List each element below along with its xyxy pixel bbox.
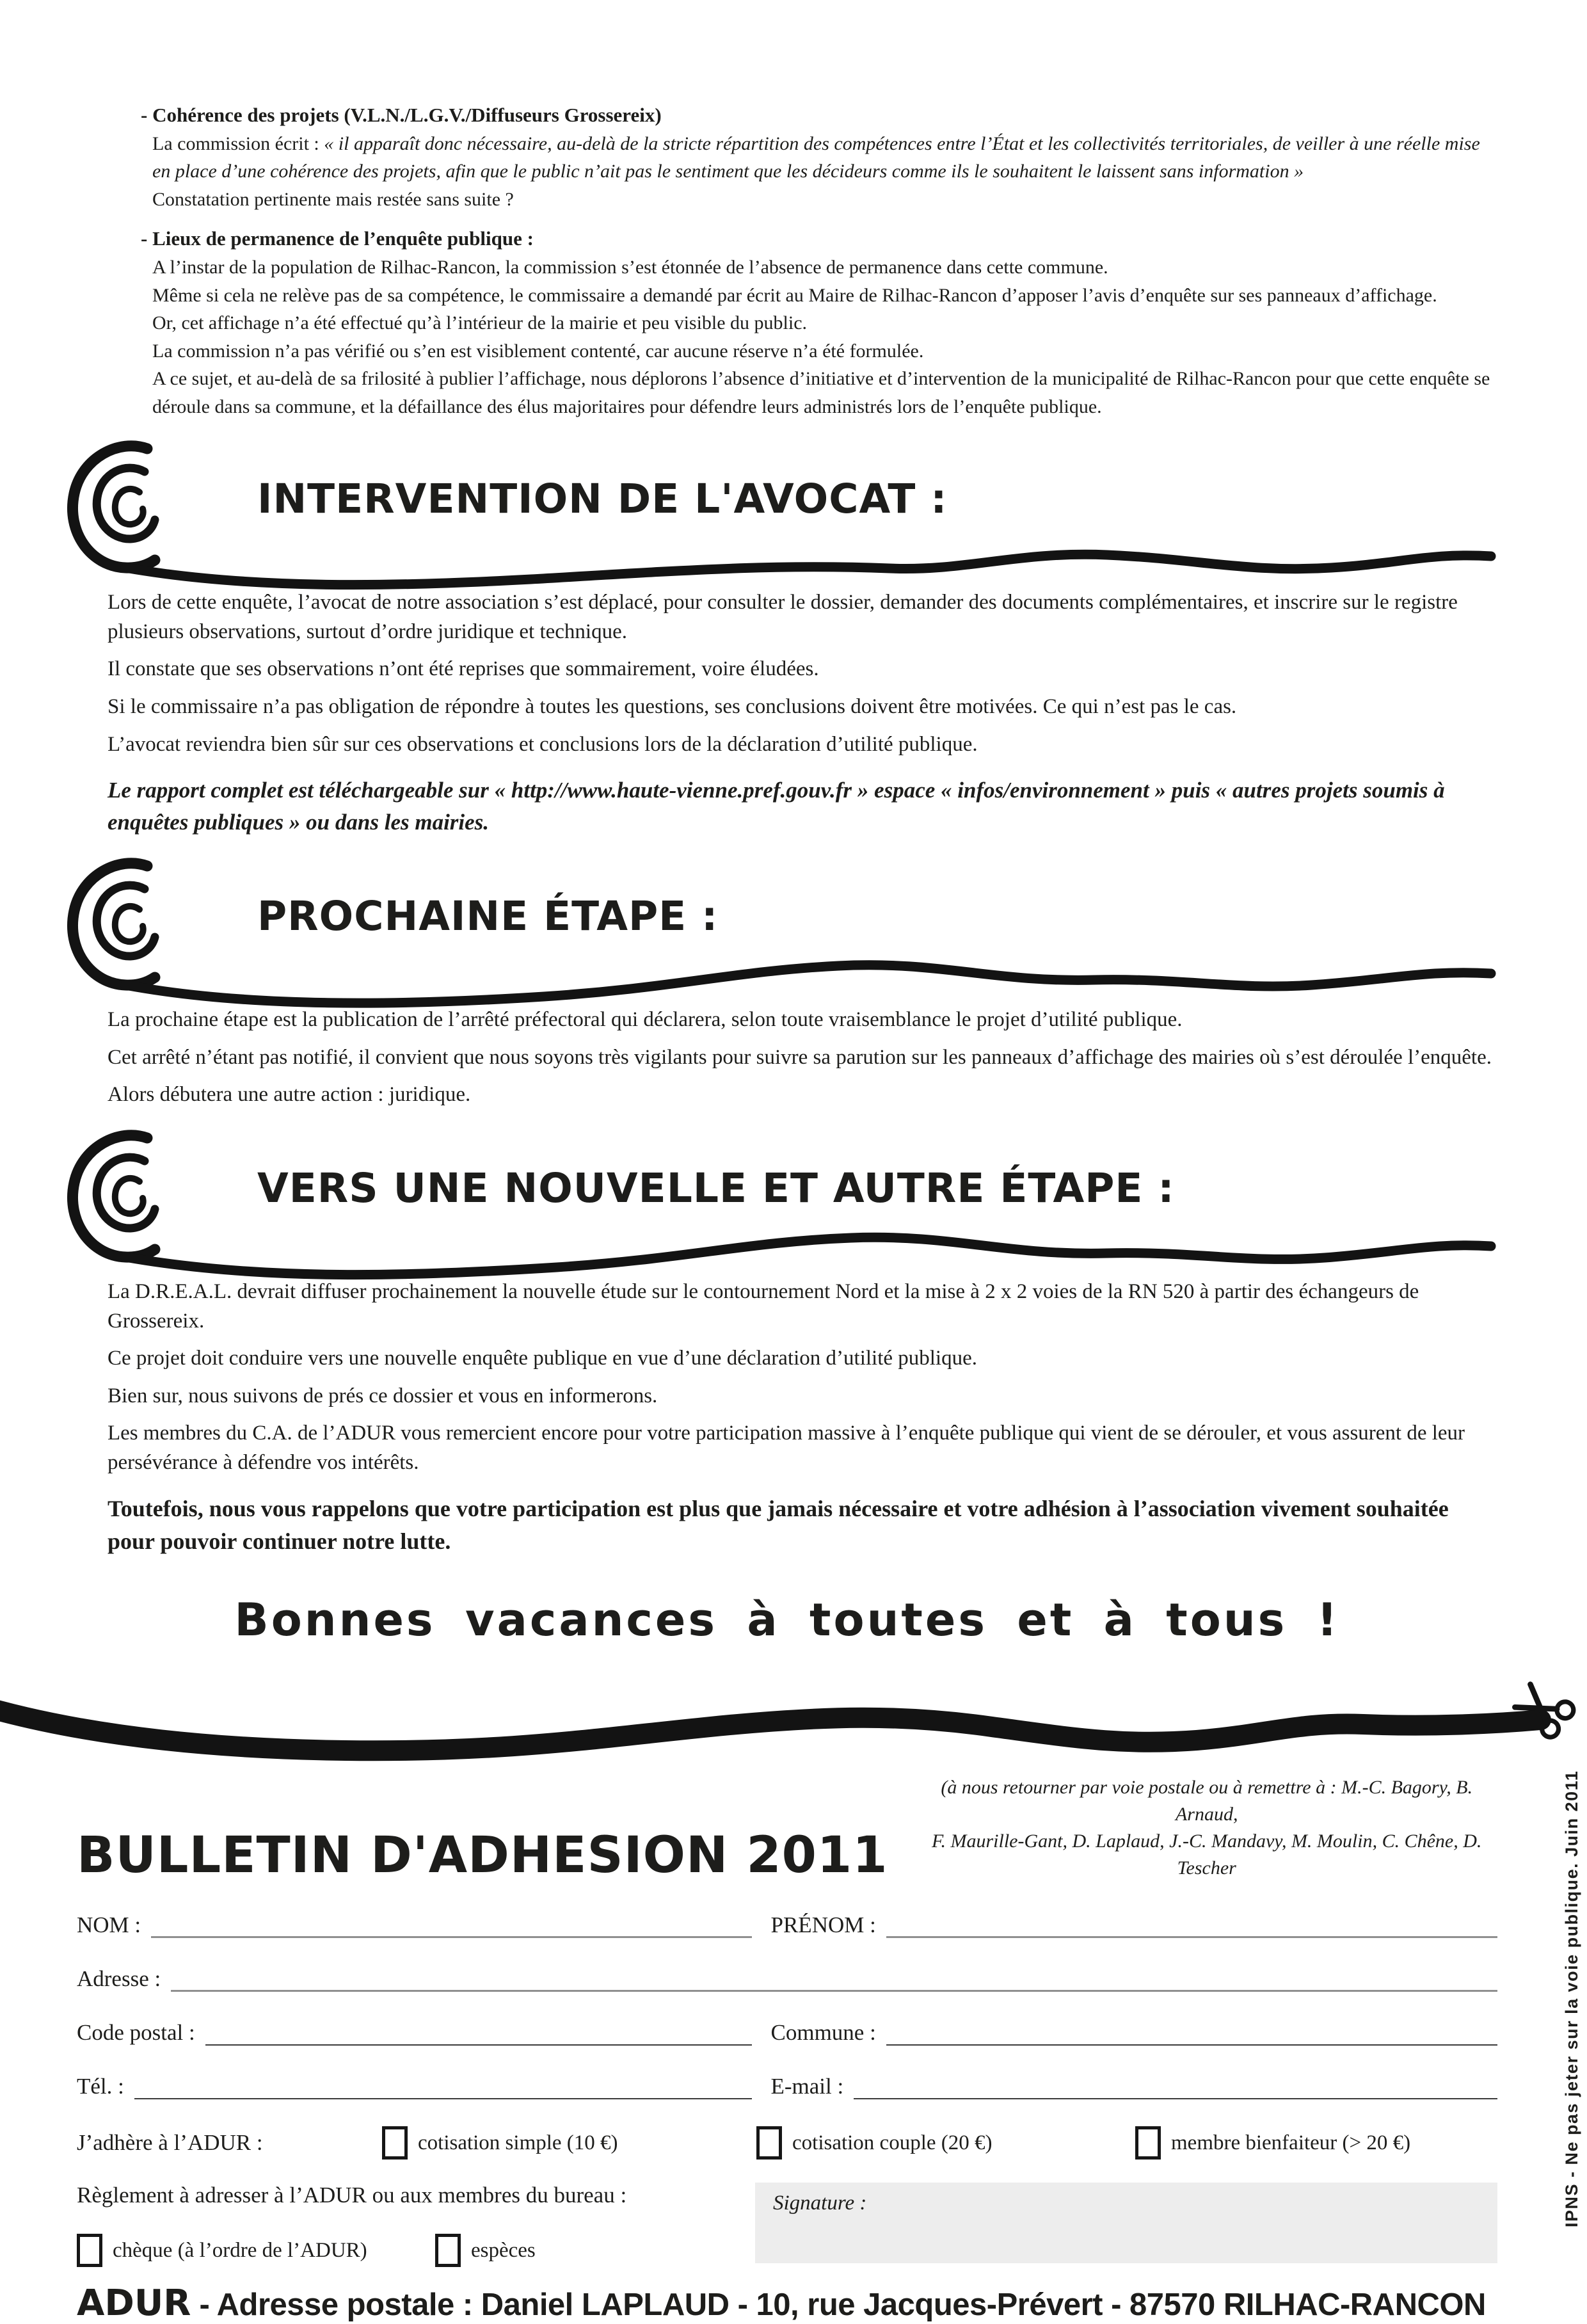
return-note-line2: F. Maurille-Gant, D. Laplaud, J.-C. Mandavy, M. Moulin, C. Chêne, D. Tescher xyxy=(932,1831,1482,1879)
code-postal-label: Code postal : xyxy=(77,2020,195,2046)
paragraph: L’avocat reviendra bien sûr sur ces observations et conclusions lors de la déclaration d’utilité publique. xyxy=(108,732,978,756)
intro-paragraph: A ce sujet, et au-delà de sa frilosité à publier l’affichage, nous déplorons l’absence d’initiative et d’intervention de la municipalité de Rilhac-Rancon pour que cette enquête se déroule dans sa commune, et la défaillance des élus majoritaires pour défendre leurs administrés lors de l’enquête publique. xyxy=(152,368,1490,417)
intro-item-2-title: - Lieux de permanence de l’enquête publique : xyxy=(141,227,534,250)
payment-options-row xyxy=(77,2234,755,2267)
form-row-nom-prenom xyxy=(77,1912,1497,1938)
email-input[interactable] xyxy=(854,2093,1497,2099)
tel-label: Tél. : xyxy=(77,2074,124,2099)
tel-input[interactable] xyxy=(134,2093,752,2099)
paragraph: Il constate que ses observations n’ont été reprises que sommairement, voire éludées. xyxy=(108,657,819,681)
payment-block xyxy=(77,2183,755,2267)
intro-paragraph: Même si cela ne relève pas de sa compétence, le commissaire a demandé par écrit au Maire de Rilhac-Rancon d’apposer l’avis d’enquête sur ses panneaux d’affichage. xyxy=(152,284,1437,306)
adresse-field-group xyxy=(77,1966,1497,1992)
quote-remark: Constatation pertinente mais restée sans suite ? xyxy=(152,188,514,210)
especes-label: espèces xyxy=(471,2238,536,2262)
nom-input[interactable] xyxy=(151,1932,751,1938)
membre-bienfaiteur-checkbox[interactable] xyxy=(1135,2126,1161,2160)
section-header-avocat xyxy=(58,440,1497,575)
section-body-avocat xyxy=(108,588,1497,838)
prenom-input[interactable] xyxy=(886,1932,1497,1938)
adresse-label: Adresse : xyxy=(77,1966,161,1992)
especes-checkbox[interactable] xyxy=(435,2234,461,2267)
section-header-nouvelle-etape xyxy=(58,1129,1497,1265)
membership-label: J’adhère à l’ADUR : xyxy=(77,2130,263,2156)
cheque-label: chèque (à l’ordre de l’ADUR) xyxy=(113,2238,367,2262)
paragraph: Les membres du C.A. de l’ADUR vous remercient encore pour votre participation massive à l’enquête publique qui vient de se dérouler, et vous assurent de leur persévérance à défendre vos intérêts. xyxy=(108,1422,1465,1474)
cotisation-couple-label: cotisation couple (20 €) xyxy=(792,2131,993,2154)
email-label: E-mail : xyxy=(770,2074,844,2099)
tel-field-group xyxy=(77,2074,752,2099)
cotisation-simple-label: cotisation simple (10 €) xyxy=(418,2131,618,2154)
email-field-group xyxy=(771,2074,1498,2099)
commune-label: Commune : xyxy=(770,2020,876,2046)
section-body-nouvelle-etape xyxy=(108,1278,1497,1477)
intro-paragraph: Or, cet affichage n’a été effectué qu’à l’intérieur de la mairie et peu visible du public. xyxy=(152,312,808,334)
quote-lead: La commission écrit : xyxy=(152,132,324,154)
section-title: VERS UNE NOUVELLE ET AUTRE ÉTAPE : xyxy=(257,1165,1175,1212)
paragraph: Ce projet doit conduire vers une nouvelle enquête publique en vue d’une déclaration d’utilité publique. xyxy=(108,1347,977,1370)
cut-line-separator xyxy=(0,1691,1587,1769)
return-note-line1: (à nous retourner par voie postale ou à remettre à : M.-C. Bagory, B. Arnaud, xyxy=(941,1777,1473,1825)
adresse-input[interactable] xyxy=(171,1985,1497,1992)
form-row-codepostal-commune xyxy=(77,2020,1497,2046)
header-wave-underline xyxy=(125,1237,1491,1274)
prenom-field-group xyxy=(771,1912,1498,1938)
prenom-label: PRÉNOM : xyxy=(770,1912,876,1938)
paragraph: Cet arrêté n’étant pas notifié, il convient que nous soyons très vigilants pour suivre sa parution sur les panneaux d’affichage des mairies où s’est déroulée l’enquête. xyxy=(108,1045,1492,1069)
membership-option-simple xyxy=(382,2126,756,2160)
intro-paragraph: A l’instar de la population de Rilhac-Rancon, la commission s’est étonnée de l’absence de permanence dans cette commune. xyxy=(152,257,1108,278)
bulletin-return-note xyxy=(916,1774,1497,1884)
section-body-prochaine-etape xyxy=(108,1006,1497,1110)
intro-block xyxy=(141,101,1497,421)
bulletin-header xyxy=(77,1774,1497,1884)
signature-label: Signature : xyxy=(773,2192,867,2215)
paragraph: Bien sur, nous suivons de prés ce dossier et vous en informerons. xyxy=(108,1384,658,1407)
section-title: INTERVENTION DE L'AVOCAT : xyxy=(257,476,948,523)
farewell-message: Bonnes vacances à toutes et à tous ! xyxy=(234,1594,1340,1647)
paragraph: La D.R.E.A.L. devrait diffuser prochainement la nouvelle étude sur le contournement Nord et la mise à 2 x 2 voies de la RN 520 à partir des échangeurs de Grossereix. xyxy=(108,1280,1419,1333)
call-to-action: Toutefois, nous vous rappelons que votre participation est plus que jamais nécessaire et votre adhésion à l’association vivement souhaitée pour pouvoir continuer notre lutte. xyxy=(108,1496,1449,1555)
nom-field-group xyxy=(77,1912,752,1938)
membership-options-row xyxy=(77,2126,1497,2160)
bulletin-title: BULLETIN D'ADHESION 2011 xyxy=(77,1827,888,1885)
download-note: Le rapport complet est téléchargeable sur « http://www.haute-vienne.pref.gouv.fr » espace « infos/environnement » puis « autres projets soumis à enquêtes publiques » ou dans les mairies. xyxy=(108,778,1445,835)
code-postal-input[interactable] xyxy=(205,2039,752,2046)
intro-paragraph: La commission n’a pas vérifié ou s’en est visiblement contenté, car aucune réserve n’a été formulée. xyxy=(152,340,924,362)
nom-label: NOM : xyxy=(77,1912,141,1938)
code-postal-field-group xyxy=(77,2020,752,2046)
footer-address xyxy=(77,2282,1497,2324)
paragraph: La prochaine étape est la publication de l’arrêté préfectoral qui déclarera, selon toute vraisemblance le projet d’utilité publique. xyxy=(108,1008,1183,1032)
payment-option-cheque xyxy=(77,2234,435,2267)
brush-wave xyxy=(0,1691,1587,1769)
cheque-checkbox[interactable] xyxy=(77,2234,102,2267)
cotisation-couple-checkbox[interactable] xyxy=(756,2126,782,2160)
payment-option-especes xyxy=(435,2234,536,2267)
quote-text: « il apparaît donc nécessaire, au-delà de la stricte répartition des compétences entre l’État et les collectivités territoriales, de veiller à une réelle mise en place d’une cohérence des projets, afin que le public n’ait pas le sentiment que les décideurs comme ils le souhaitent le laissent sans information » xyxy=(152,132,1480,182)
membership-option-couple xyxy=(756,2126,1135,2160)
commune-field-group xyxy=(771,2020,1498,2046)
cotisation-simple-checkbox[interactable] xyxy=(382,2126,408,2160)
header-wave-underline xyxy=(125,965,1491,1003)
footer-address-text: - Adresse postale : Daniel LAPLAUD - 10, rue Jacques-Prévert - 87570 RILHAC-RANCON xyxy=(191,2288,1486,2323)
ipns-side-note: IPNS - Ne pas jeter sur la voie publique. Juin 2011 xyxy=(1562,1770,1581,2227)
form-row-adresse xyxy=(77,1966,1497,1992)
commission-quote xyxy=(152,130,1497,186)
form-row-tel-email xyxy=(77,2074,1497,2099)
org-name: ADUR xyxy=(77,2282,191,2324)
section-header-prochaine-etape xyxy=(58,857,1497,993)
paragraph: Lors de cette enquête, l’avocat de notre association s’est déplacé, pour consulter le dossier, demander des documents complémentaires, et inscrire sur le registre plusieurs observations, surtout d’ordre juridique et technique. xyxy=(108,591,1458,643)
header-wave-underline xyxy=(125,555,1491,585)
intro-item-1-title: - Cohérence des projets (V.L.N./L.G.V./Diffuseurs Grossereix) xyxy=(141,104,662,126)
commune-input[interactable] xyxy=(886,2039,1497,2046)
paragraph: Si le commissaire n’a pas obligation de répondre à toutes les questions, ses conclusions doivent être motivées. Ce qui n’est pas le cas. xyxy=(108,694,1237,718)
signature-field[interactable] xyxy=(755,2183,1497,2263)
paragraph: Alors débutera une autre action : juridique. xyxy=(108,1083,471,1107)
section-title: PROCHAINE ÉTAPE : xyxy=(257,893,719,940)
membre-bienfaiteur-label: membre bienfaiteur (> 20 €) xyxy=(1171,2131,1411,2154)
membership-option-bienfaiteur xyxy=(1135,2126,1410,2160)
payment-label: Règlement à adresser à l’ADUR ou aux membres du bureau : xyxy=(77,2183,627,2208)
payment-signature-area xyxy=(77,2183,1497,2267)
